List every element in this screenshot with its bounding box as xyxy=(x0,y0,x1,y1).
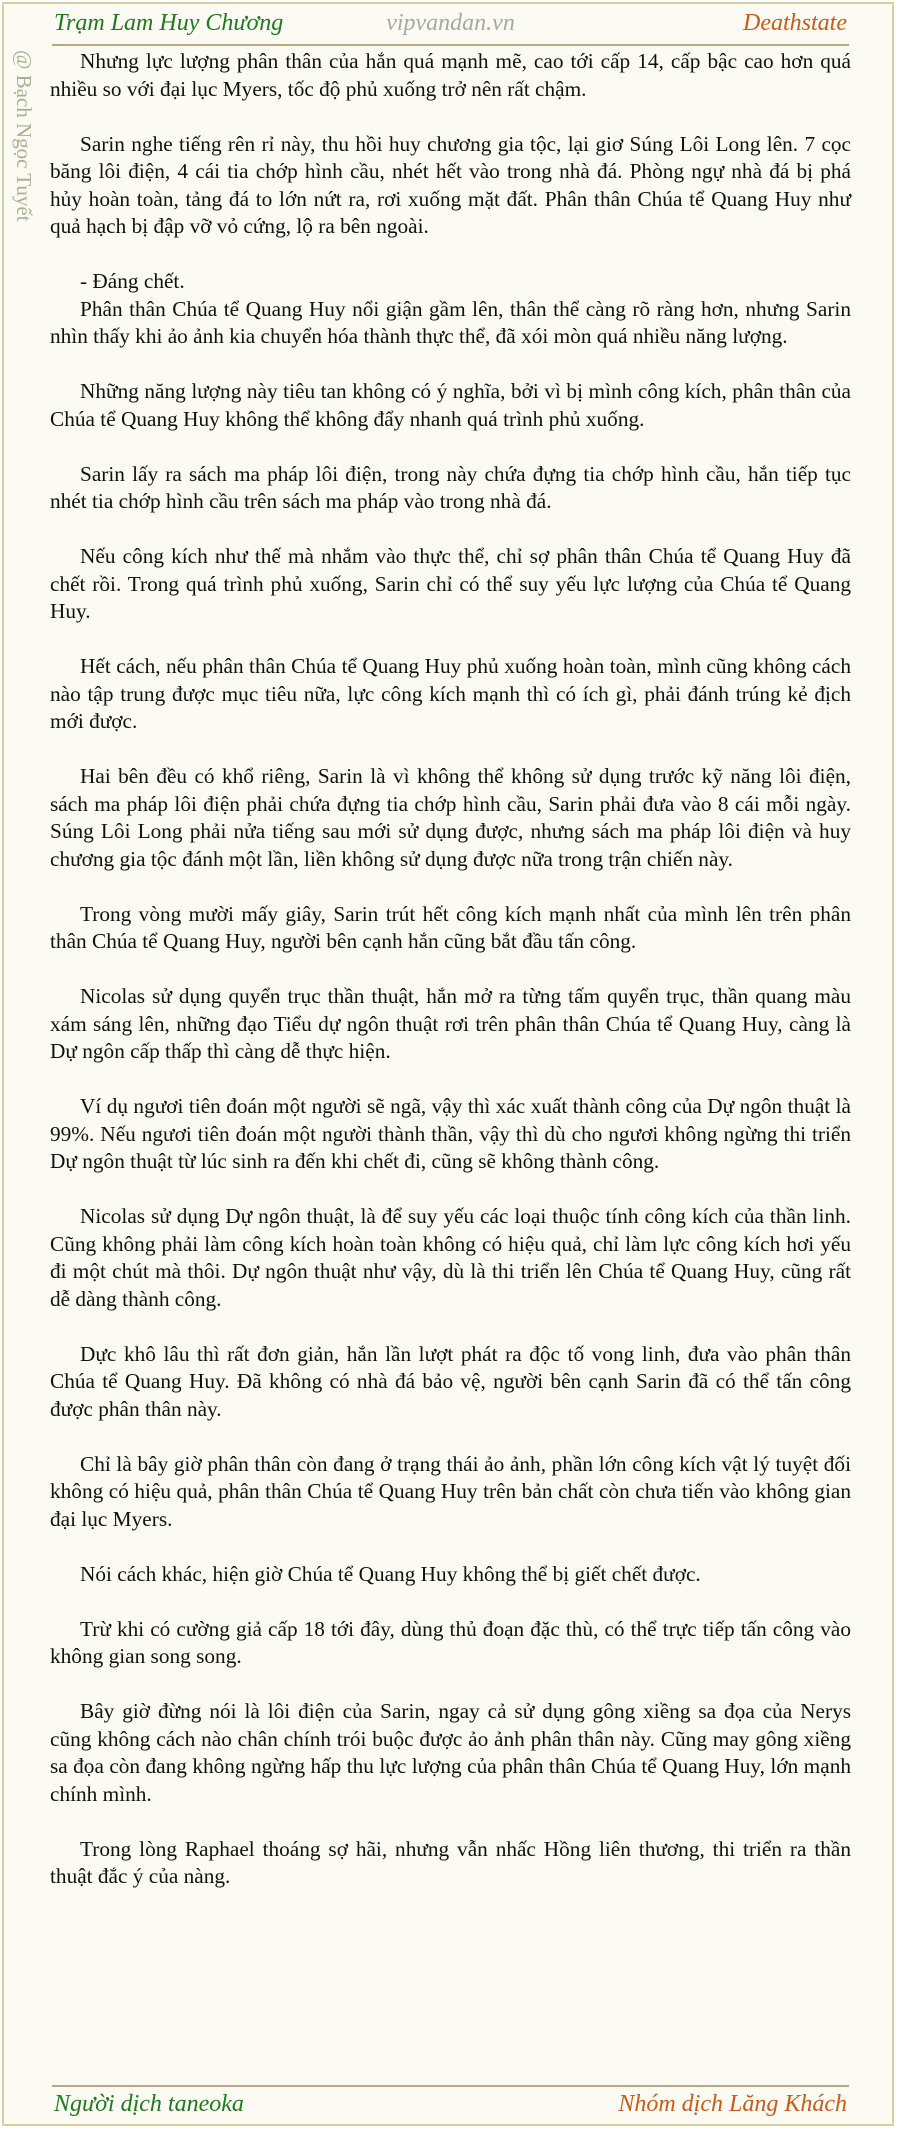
author-name: Deathstate xyxy=(743,10,847,36)
paragraph: Trong vòng mười mấy giây, Sarin trút hết công kích mạnh nhất của mình lên trên phân thân Chúa tể Quang Huy, người bên cạnh hắn cũng bắt đầu tấn công. xyxy=(50,901,851,953)
paragraph: Dực khô lâu thì rất đơn giản, hắn lần lượt phát ra độc tố vong linh, đưa vào phân thân Chúa tể Quang Huy. Đã không có nhà đá bảo vệ, người bên cạnh Sarin đã có thể tấn công được phân thân này. xyxy=(50,1341,851,1421)
watermark-label: @ Bạch Ngọc Tuyết xyxy=(12,50,36,222)
paragraph: Chỉ là bây giờ phân thân còn đang ở trạng thái ảo ảnh, phần lớn công kích vật lý tuyệt đối không có hiệu quả, phân thân Chúa tể Quang Huy trên bản chất còn chưa tiến vào không gian đại lục Myers. xyxy=(50,1451,851,1531)
paragraph: Phân thân Chúa tể Quang Huy nổi giận gầm lên, thân thể càng rõ ràng hơn, nhưng Sarin nhìn thấy khi ảo ảnh kia chuyển hóa thành thực thể, đã xói mòn quá nhiều năng lượng. xyxy=(50,296,851,348)
site-url: vipvandan.vn xyxy=(386,10,515,36)
paragraph: Hết cách, nếu phân thân Chúa tể Quang Huy phủ xuống hoàn toàn, mình cũng không cách nào tập trung được mục tiêu nữa, lực công kích mạnh thì có ích gì, phải đánh trúng kẻ địch mới được. xyxy=(50,654,851,733)
paragraph: Nói cách khác, hiện giờ Chúa tể Quang Huy không thể bị giết chết được. xyxy=(80,1561,701,1586)
paragraph: Những năng lượng này tiêu tan không có ý nghĩa, bởi vì bị mình công kích, phân thân của Chúa tể Quang Huy không thể không đẩy nhanh quá trình phủ xuống. xyxy=(50,379,851,431)
paragraph: Bây giờ đừng nói là lôi điện của Sarin, ngay cả sử dụng gông xiềng sa đọa của Nerys cũng không cách nào chân chính trói buộc được ảo ảnh phân thân này. Cũng may gông xiềng sa đọa còn đang không ngừng hấp thu lực lượng của phân thân Chúa tể Quang Huy, lớn mạnh chính mình. xyxy=(50,1699,851,1806)
chapter-text xyxy=(50,48,851,1918)
paragraph: Trừ khi có cường giả cấp 18 tới đây, dùng thủ đoạn đặc thù, có thể trực tiếp tấn công vào không gian song song. xyxy=(50,1616,851,1668)
paragraph: Nicolas sử dụng quyển trục thần thuật, hắn mở ra từng tấm quyển trục, thần quang màu xám sáng lên, những đạo Tiểu dự ngôn thuật rơi trên phân thân Chúa tể Quang Huy, càng là Dự ngôn cấp thấp thì càng dễ thực hiện. xyxy=(50,984,851,1063)
paragraph: Nếu công kích như thế mà nhắm vào thực thể, chỉ sợ phân thân Chúa tể Quang Huy đã chết rồi. Trong quá trình phủ xuống, Sarin chỉ có thể suy yếu lực lượng của Chúa tể Quang Huy. xyxy=(50,544,851,623)
page-footer xyxy=(52,2085,849,2125)
paragraph: - Đáng chết. xyxy=(80,269,185,293)
paragraph: Hai bên đều có khổ riêng, Sarin là vì không thể không sử dụng trước kỹ năng lôi điện, sách ma pháp lôi điện phải chứa đựng tia chớp hình cầu, Sarin phải đưa vào 8 cái mỗi ngày. Súng Lôi Long phải nửa tiếng sau mới sử dụng được, nhưng sách ma pháp lôi điện và huy chương gia tộc đánh một lần, liền không sử dụng được nữa trong trận chiến này. xyxy=(50,764,851,871)
page-header xyxy=(52,6,849,46)
translator-credit: Người dịch taneoka xyxy=(54,2091,244,2117)
team-credit: Nhóm dịch Lăng Khách xyxy=(618,2091,847,2117)
paragraph: Ví dụ ngươi tiên đoán một người sẽ ngã, vậy thì xác xuất thành công của Dự ngôn thuật là 99%. Nếu ngươi tiên đoán một người thành thần, vậy thì dù cho ngươi không ngừng thi triển Dự ngôn thuật từ lúc sinh ra đến khi chết đi, cũng sẽ không thành công. xyxy=(50,1094,851,1173)
paragraph: Nicolas sử dụng Dự ngôn thuật, là để suy yếu các loại thuộc tính công kích của thần linh. Cũng không phải làm công kích hoàn toàn không có hiệu quả, chỉ làm lực công kích hơi yếu đi một chút mà thôi. Dự ngôn thuật như vậy, dù là thi triển lên Chúa tể Quang Huy, cũng rất dễ dàng thành công. xyxy=(50,1204,851,1311)
paragraph: Trong lòng Raphael thoáng sợ hãi, nhưng vẫn nhấc Hồng liên thương, thi triển ra thần thuật đắc ý của nàng. xyxy=(50,1836,851,1888)
site-name: Trạm Lam Huy Chương xyxy=(54,10,284,36)
paragraph: Sarin nghe tiếng rên rỉ này, thu hồi huy chương gia tộc, lại giơ Súng Lôi Long lên. 7 cọc băng lôi điện, 4 cái tia chớp hình cầu, nhét hết vào trong nhà đá. Phòng ngự nhà đá bị phá hủy hoàn toàn, tảng đá to lớn nứt ra, rơi xuống mặt đất. Phân thân Chúa tể Quang Huy như quả hạch bị đập vỡ vỏ cứng, lộ ra bên ngoài. xyxy=(50,131,851,238)
paragraph: Nhưng lực lượng phân thân của hắn quá mạnh mẽ, cao tới cấp 14, cấp bậc cao hơn quá nhiều so với đại lục Myers, tốc độ phủ xuống trở nên rất chậm. xyxy=(50,49,851,101)
paragraph: Sarin lấy ra sách ma pháp lôi điện, trong này chứa đựng tia chớp hình cầu, hắn tiếp tục nhét tia chớp hình cầu trên sách ma pháp vào trong nhà đá. xyxy=(50,461,851,513)
